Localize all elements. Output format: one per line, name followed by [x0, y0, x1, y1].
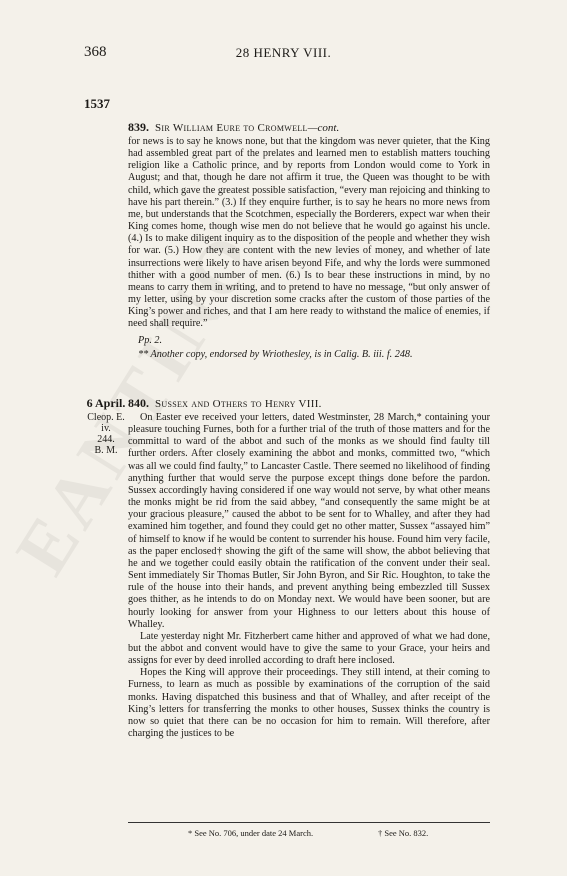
entry-839-copy-note: ** Another copy, endorsed by Wriothesley, is in Calig. B. iii. f. 248.: [138, 348, 413, 360]
page-number: 368: [84, 44, 107, 60]
entry-839-cont: —cont.: [307, 122, 340, 134]
entry-839-pages: Pp. 2.: [138, 334, 163, 346]
page-header: [0, 44, 567, 64]
entry-840-margin: [84, 398, 128, 456]
footnote-2: † See No. 832.: [378, 828, 429, 838]
entry-840: [128, 396, 490, 740]
entry-840-paragraph-2: Late yesterday night Mr. Fitzherbert came hither and approved of what we had done, but the abbot and convent would have to give the same to your Grace, your heirs and assigns for ever by deed inrolled according to draft here inclosed.: [128, 630, 490, 667]
running-head: 28 HENRY VIII.: [235, 45, 332, 60]
entry-840-heading: [128, 396, 490, 411]
entry-839-title: Sir William Eure to Cromwell: [155, 122, 308, 134]
entry-840-ref-line1: Cleop. E. iv.: [87, 412, 125, 434]
footnote-rule: [128, 822, 490, 823]
entry-839-paragraph: for news is to say he knows none, but that the kingdom was never quieter, that the King had assembled great part of the prelates and learned men to establish matters touching religion like a Catholic prince, and by reports from London would come to York in August; and that, though he dare not affirm it true, the Queen was thought to be with child, which gave the greatest possible satisfaction, “every man rejoicing and thinking to have his part therein.” (3.) If they enquire further, is to say he hears no more news from me, but understands that the Scotchmen, especially the Borderers, expect war when their King comes home, though wise men do not believe that he would go against his uncle. (4.) Is to make diligent inquiry as to the disposition of the people and whether they wish for war. (5.) How they are content with the new levies of money, and whether of late insurrections were likely to have arisen beyond Fife, and why the lords were summoned thither with a good number of men. (6.) Is to bear these instructions in mind, by no means to carry them in writing, and to pretend to have no message, “but only answer of my letter, using by your discretion some cracks after the custom of those parties of the King’s power and riches, and that I am here ready to withstand the malice of enemies, if need shall require.”: [128, 136, 490, 330]
entry-839-heading: [128, 120, 490, 135]
entry-840-ref-line2: 244.: [97, 434, 115, 445]
entry-839: [128, 120, 490, 361]
entry-840-number: 840.: [128, 396, 149, 410]
footnote-1: * See No. 706, under date 24 March.: [188, 828, 314, 838]
entry-839-number: 839.: [128, 120, 149, 134]
entry-840-paragraph-3: Hopes the King will approve their proceedings. They still intend, at their coming to Furness, to learn as much as possible by examinations of the corruption of the said monks. Having dispatched this business and that of Whalley, and after receipt of the King’s letters for transferring the monks to other houses, Sussex thinks the country is now so quiet that there can be no occasion for him to remain. Will therefore, after charging the justices to be: [128, 667, 490, 740]
entry-840-ref-line3: B. M.: [94, 445, 118, 456]
entry-840-paragraph-1: On Easter eve received your letters, dated Westminster, 28 March,* containing your pleasure touching Furnes, both for a further trial of the truth of those matters and for the committal to ward of the abbot and such of the monks as we should find faulty till further orders. After closely examining the abbot and monks, committed two, “which was all we could find faulty,” to Lancaster Castle. There seemed no likelihood of finding anything further that would serve the purpose except things done before the pardon. Sussex accordingly having considered if one way would not serve, by what other means the monks might be rid from the said abbey, “and consequently the same might be at your gracious pleasure,” caused the abbot to be sent for to Whalley, and after they had examined him together, and found they could get no other matter, Sussex “assayed him” of himself to know if he would be content to surrender his house. Found him very facile, as the paper enclosed† showing the gift of the same will show, the abbot believing that he and we together could easily obtain the ratification of the convent under their seal. Sent immediately Sir Thomas Butler, Sir John Byron, and Sir Ric. Houghton, to take the rule of the house into their hands, and prevent anything being embezzled till Sussex goes thither, as he intends to do on Monday next. We would have been sooner, but are hourly looking for answer from your Highness to our letters about this house of Whalley.: [128, 412, 490, 630]
watermark-text: EANTINO: [10, 230, 240, 589]
entry-840-title: Sussex and Others to Henry VIII.: [155, 398, 322, 410]
margin-year: 1537: [84, 96, 110, 111]
entry-840-date: 6 April.: [86, 396, 126, 410]
